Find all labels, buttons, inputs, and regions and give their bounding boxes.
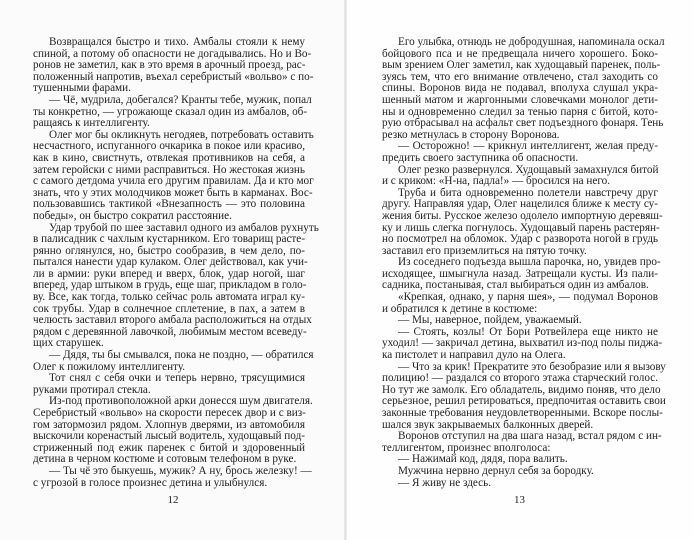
text-line: Мужчина нервно дернул себя за бородку. xyxy=(398,464,594,477)
left-page xyxy=(0,0,346,540)
text-line: — Ты чё это быкуешь, мужик? А ну, брось железку! — xyxy=(49,464,312,477)
text-line: исходящее, шмыгнула назад. Затрещали кусты. Из пали- xyxy=(382,267,658,280)
text-line: — Мы, наверное, пойдем, уважаемый. xyxy=(398,314,582,327)
text-line: стриженный под ежик паренек с битой и здоровенный xyxy=(33,441,305,454)
text-line: Воронов отступил на два шага назад, встал рядом с ин- xyxy=(398,430,662,443)
text-line: выскочили коренастый лысый водитель, худощавый под- xyxy=(33,430,305,443)
text-line: щих старушек. xyxy=(33,337,104,350)
text-line: ву. Все, как тогда, только сейчас роль автомата играл ку- xyxy=(33,291,305,304)
text-line: затем геройски с ними расправиться. Но жестокая жизнь xyxy=(33,163,305,176)
text-line: серьезное, решил ретироваться, предпочитая оставить свои xyxy=(382,395,666,408)
text-line: теллигентом, произнес вполголоса: xyxy=(382,441,551,454)
book-gutter xyxy=(344,0,347,540)
text-line: предить своего заступника об опасности. xyxy=(382,151,579,164)
text-line: но посмотрел на обломок. Удар с разворота ногой в грудь xyxy=(382,233,658,246)
text-line: Олег к пожилому интеллигенту. xyxy=(33,360,186,373)
text-line: и обратился к детине в костюме: xyxy=(382,302,538,315)
text-line: — Что за крик! Прекратите это безобразие или я вызову xyxy=(398,360,666,373)
text-line: — Осторожно! — крикнул интеллигент, желая преду- xyxy=(398,140,658,153)
text-line: и с криком: «Н-на, падла!» — бросился на него. xyxy=(382,175,611,188)
text-line: — Дядя, ты бы смывался, пока не поздно, — обратился xyxy=(49,349,314,362)
text-line: уходил! — закричал детина, выхватил из-под полы пиджа- xyxy=(382,337,663,350)
text-line: ронов не заметил, как в это время в арочный проезд, рас- xyxy=(33,59,306,72)
text-line: как в кино, свистнуть, отвлекая противников на себя, а xyxy=(33,151,305,164)
text-line: резко метнулась в сторону Воронова. xyxy=(382,128,560,141)
text-line: — Чё, мудрила, добегался? Кранты тебе, мужик, попал xyxy=(49,93,312,106)
text-line: Но тут же замолк. Его обладатель, видимо поняв, что дело xyxy=(382,383,661,396)
text-line: шался звук закрываемых балконных дверей. xyxy=(382,418,594,431)
text-line: ты конкретно, — угрожающе сказал один из амбалов, об- xyxy=(33,105,308,118)
text-line: вым зрением Олег заметил, как худощавый паренек, поль- xyxy=(382,59,661,72)
text-line: Олег мог бы окликнуть негодяев, потребовать оставить xyxy=(49,128,314,141)
text-line: — Нажимай код, дядя, пора валить. xyxy=(398,453,568,466)
text-line: ку и лишь слегка погнулось. Худощавый парень растерян- xyxy=(382,221,660,234)
text-line: спины. Воронов вида не подавал, вполуха слушал укра- xyxy=(382,82,658,95)
text-line: Тот снял с себя очки и теперь нервно, трясущимися xyxy=(49,372,305,385)
text-line: ращаясь к интеллигенту. xyxy=(33,117,150,130)
text-line: ны и одновременно следил за тенью парня с битой, кото- xyxy=(382,105,658,118)
text-line: Его улыбка, отнюдь не добродушная, напоминала оскал xyxy=(398,36,665,48)
text-line: знать, что у этих молодчиков может быть в карманах. Вос- xyxy=(33,186,313,199)
text-line: несчастного, испуганного очкарика в покое или красиво, xyxy=(33,140,305,153)
text-line: вперед, удар штыком в грудь, еще шаг, прикладом в голо- xyxy=(33,279,307,292)
text-line: Удар трубой по шее заставил одного из амбалов рухнуть xyxy=(49,221,319,234)
text-line: Из-под противоположной арки донесся шум двигателя. xyxy=(49,395,313,408)
page-number: 12 xyxy=(167,494,179,506)
text-line: зуясь тем, что его внимание отвлечено, стал заходить со xyxy=(382,70,658,83)
text-line: спиной, а потому об опасности не догадывались. Но и Во- xyxy=(33,47,312,60)
text-line: рядом с деревянной лавочкой, любимым местом всеведу- xyxy=(33,325,307,338)
text-line: с самого детдома учила его другим правилам. Да и кто мог xyxy=(33,175,314,188)
text-line: ка пистолет и направил дуло на Олега. xyxy=(382,349,566,362)
text-line: садника, постанывая, стал выбираться один из амбалов. xyxy=(382,279,649,292)
text-line: Серебристый «вольво» на скорости пересек двор и с виз- xyxy=(33,407,306,419)
text-line: руками протирал стекла. xyxy=(33,383,151,396)
text-line: Возвращался быстро и тихо. Амбалы стояли к нему xyxy=(49,36,305,48)
text-line: положенный напротив, въехал серебристый «вольво» с по- xyxy=(33,70,314,83)
text-line: Труба и бита одновременно полетели навстречу друг xyxy=(398,186,658,199)
text-line: шенный матом и жаргонными словечками монолог дети- xyxy=(382,93,658,106)
text-line: в палисадник с чахлым кустарником. Его товарищ расте- xyxy=(33,233,305,246)
text-line: пытался нанести удар кулаком. Олег действовал, как учи- xyxy=(33,256,308,269)
text-line: рянно оглянулся, но, быстро сообразив, в чем дело, по- xyxy=(33,244,305,257)
right-page xyxy=(346,0,693,540)
text-line: «Крепкая, однако, у парня шея», — подумал Воронов xyxy=(398,291,658,304)
text-line: Из соседнего подъезда вышла парочка, но, увидев про- xyxy=(398,256,661,269)
text-line: — Стоять, козлы! От Бори Ротвейлера еще никто не xyxy=(398,325,658,338)
text-line: сок трубы. Удар в солнечное сплетение, в пах, а затем в xyxy=(33,302,305,315)
text-line: законные требования неудовлетворенными. Вскоре послы- xyxy=(382,407,663,419)
text-line: победы», он быстро сократил расстояние. xyxy=(33,209,232,222)
text-line: ли в армии: руки вперед и вверх, блок, удар ногой, шаг xyxy=(33,267,305,280)
text-line: другу. Направляя удар, Олег нацелился ближе к месту су- xyxy=(382,198,658,211)
text-line: гом затормозил рядом. Хлопнув дверями, из автомобиля xyxy=(33,418,305,431)
page-number: 13 xyxy=(514,494,525,506)
right-page-text xyxy=(382,36,666,489)
text-line: полицию! — раздался со второго этажа старческий голос. xyxy=(382,372,659,385)
text-line: — Я живу не здесь. xyxy=(398,476,492,489)
text-line: заставил его приземлиться на пятую точку. xyxy=(382,244,587,257)
text-line: Олег резко развернулся. Худощавый замахнулся битой xyxy=(398,163,659,176)
text-line: бойцового пса и не предвещала ничего хорошего. Боко- xyxy=(382,47,658,60)
text-line: детина в черном костюме и сотовым телефоном в руке. xyxy=(33,453,297,466)
text-line: пользовавшись тактикой «Внезапность — это половина xyxy=(33,198,305,211)
text-line: с угрозой в голосе произнес детина и улыбнулся. xyxy=(33,476,268,489)
text-line: тушенными фарами. xyxy=(33,82,131,95)
text-line: рую отбрасывал на асфальт свет подъездного фонаря. Тень xyxy=(382,117,664,130)
text-line: жения биты. Русское железо одолело импортную деревяш- xyxy=(382,209,663,222)
text-line: челюсть заставил второго амбала расположиться на отдых xyxy=(33,314,312,327)
left-page-text xyxy=(33,36,319,489)
